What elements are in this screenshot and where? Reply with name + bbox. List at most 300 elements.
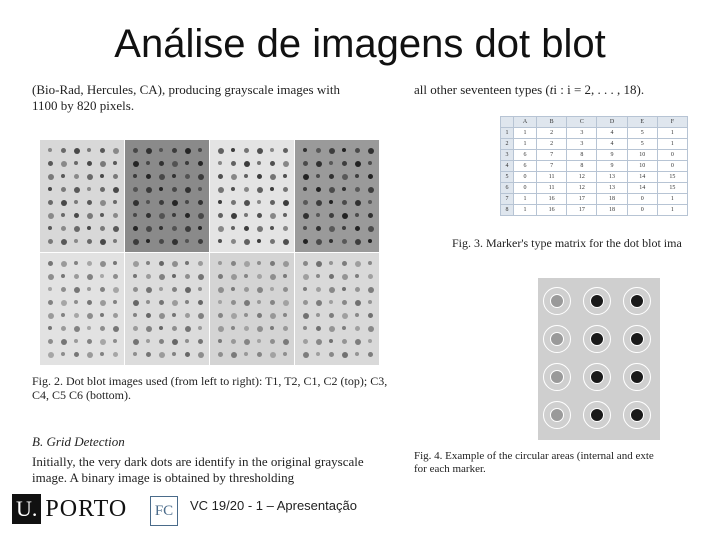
slide-footer: VC 19/20 - 1 – Apresentação [190, 498, 357, 513]
section-heading: B. Grid Detection [32, 434, 125, 449]
blot-dot [329, 213, 334, 218]
blot-dot [48, 239, 53, 244]
blot-dot [48, 274, 54, 280]
blot-dot [185, 213, 190, 218]
fig4-caption [414, 450, 720, 476]
blot-dot [257, 339, 261, 343]
blot-dot [159, 274, 165, 280]
dot-blot-panel [295, 140, 379, 252]
blot-dot [231, 313, 237, 319]
blot-dot [48, 174, 54, 180]
matrix-cell: 0 [657, 150, 687, 161]
blot-dot [100, 239, 106, 245]
matrix-header-cell: C [567, 117, 597, 128]
blot-dot [257, 200, 261, 204]
dot-blot-panel [125, 140, 209, 252]
blot-dot [303, 239, 308, 244]
blot-dot [159, 174, 165, 180]
matrix-cell: 1 [514, 128, 537, 139]
blot-dot [316, 226, 321, 231]
blot-dot [329, 300, 333, 304]
blot-dot [146, 274, 151, 279]
matrix-cell: 1 [514, 139, 537, 150]
matrix-cell: 5 [627, 128, 657, 139]
blot-dot [355, 287, 360, 292]
blot-dot [87, 213, 93, 219]
blot-dot [257, 148, 263, 154]
blot-dot [316, 261, 322, 267]
blot-dot [74, 274, 79, 279]
matrix-cell: 3 [567, 139, 597, 150]
blot-dot [172, 313, 176, 317]
blot-dot [329, 148, 335, 154]
blot-dot [257, 313, 262, 318]
blot-dot [283, 213, 287, 217]
blot-dot [61, 200, 67, 206]
blot-dot [198, 261, 203, 266]
blot-dot [185, 239, 189, 243]
blot-dot [172, 161, 178, 167]
blot-dot [303, 148, 307, 152]
blot-dot [270, 326, 274, 330]
blot-dot [283, 352, 287, 356]
blot-dot [368, 313, 373, 318]
matrix-cell: 0 [627, 194, 657, 205]
blot-dot [257, 213, 262, 218]
blot-dot [231, 148, 235, 152]
blot-dot [185, 326, 191, 332]
blot-dot [355, 326, 360, 331]
fc-logo: FC [150, 496, 178, 526]
blot-dot [244, 148, 249, 153]
matrix-cell: 14 [627, 183, 657, 194]
blot-dot [74, 326, 80, 332]
blot-dot [257, 187, 263, 193]
matrix-row [501, 172, 688, 183]
blot-dot [231, 326, 235, 330]
blot-dot [113, 174, 118, 179]
paper-right-line: all other seventeen types ( [414, 82, 550, 97]
blot-dot [355, 339, 361, 345]
blot-dot [270, 200, 275, 205]
blot-dot [113, 148, 119, 154]
blot-dot [198, 200, 203, 205]
paper-right-rest: i : i = 2, . . . , 18). [553, 82, 645, 97]
matrix-cell: 0 [627, 205, 657, 216]
matrix-cell: 13 [597, 183, 627, 194]
matrix-cell: 17 [567, 205, 597, 216]
blot-dot [283, 148, 288, 153]
blot-dot [61, 239, 67, 245]
blot-dot [87, 161, 92, 166]
blot-dot [303, 339, 308, 344]
blot-dot [368, 174, 373, 179]
blot-dot [100, 339, 106, 345]
blot-dot [113, 352, 118, 357]
blot-dot [100, 287, 105, 292]
blot-dot [61, 274, 65, 278]
blot-dot [48, 300, 53, 305]
blot-dot [87, 300, 92, 305]
blot-dot [74, 300, 78, 304]
blot-dot [244, 174, 248, 178]
blot-dot [355, 226, 360, 231]
blot-dot [270, 213, 276, 219]
blot-dot [257, 239, 261, 243]
blot-dot [342, 339, 347, 344]
circular-areas-photo [538, 278, 660, 440]
blot-dot [87, 326, 91, 330]
matrix-cell: 1 [657, 205, 687, 216]
matrix-cell: 7 [501, 194, 514, 205]
blot-dot [146, 313, 151, 318]
blot-dot [329, 287, 335, 293]
blot-dot [231, 261, 236, 266]
blot-dot [185, 274, 190, 279]
blot-dot [231, 187, 235, 191]
blot-dot [303, 187, 307, 191]
blot-dot [74, 148, 80, 154]
matrix-cell: 12 [567, 172, 597, 183]
blot-dot [218, 274, 223, 279]
blot-dot [218, 213, 223, 218]
blot-dot [146, 187, 152, 193]
blot-dot [172, 339, 178, 345]
blot-dot [218, 261, 222, 265]
blot-dot [133, 226, 138, 231]
matrix-header-cell: F [657, 117, 687, 128]
blot-dot [146, 261, 150, 265]
blot-dot [368, 300, 372, 304]
matrix-cell: 13 [597, 172, 627, 183]
blot-dot [48, 213, 54, 219]
blot-dot [133, 300, 139, 306]
blot-dot [100, 300, 106, 306]
blot-dot [244, 326, 249, 331]
blot-dot [172, 148, 177, 153]
matrix-cell: 2 [501, 139, 514, 150]
marker-dot [630, 370, 644, 384]
blot-dot [218, 200, 222, 204]
blot-dot [355, 239, 361, 245]
blot-dot [133, 200, 139, 206]
blot-dot [231, 287, 235, 291]
blot-dot [231, 161, 236, 166]
uporto-logo-u: U. [12, 494, 41, 524]
blot-dot [303, 274, 309, 280]
blot-dot [48, 326, 52, 330]
blot-dot [146, 239, 150, 243]
blot-dot [146, 287, 152, 293]
blot-dot [231, 174, 237, 180]
dot-blot-image-grid [40, 140, 380, 366]
dot-blot-panel [210, 140, 294, 252]
blot-dot [368, 274, 373, 279]
blot-dot [100, 213, 104, 217]
matrix-row [501, 161, 688, 172]
blot-dot [61, 352, 65, 356]
blot-dot [172, 352, 176, 356]
matrix-cell: 2 [537, 139, 567, 150]
blot-dot [329, 339, 333, 343]
blot-dot [100, 226, 105, 231]
blot-dot [87, 274, 93, 280]
blot-dot [133, 148, 138, 153]
blot-dot [342, 226, 346, 230]
blot-dot [257, 174, 262, 179]
blot-dot [342, 213, 348, 219]
blot-dot [244, 261, 250, 267]
blot-dot [218, 161, 222, 165]
blot-dot [355, 200, 361, 206]
matrix-cell: 8 [501, 205, 514, 216]
blot-dot [368, 239, 372, 243]
matrix-cell: 3 [501, 150, 514, 161]
blot-dot [218, 300, 222, 304]
blot-dot [133, 287, 138, 292]
matrix-header-cell: D [597, 117, 627, 128]
blot-dot [185, 287, 191, 293]
matrix-cell: 10 [627, 161, 657, 172]
marker-dot [550, 332, 564, 346]
blot-dot [74, 200, 78, 204]
paper-right-math: t [549, 82, 554, 97]
blot-dot [133, 274, 137, 278]
blot-dot [159, 352, 165, 358]
blot-dot [368, 226, 374, 232]
matrix-cell: 1 [657, 194, 687, 205]
blot-dot [146, 300, 150, 304]
matrix-cell: 11 [537, 183, 567, 194]
blot-dot [100, 326, 105, 331]
blot-dot [329, 274, 334, 279]
blot-dot [172, 200, 178, 206]
marker-dot [630, 294, 644, 308]
dot-blot-panel [295, 253, 379, 365]
blot-dot [329, 239, 333, 243]
matrix-row [501, 139, 688, 150]
blot-dot [231, 339, 236, 344]
blot-dot [257, 300, 261, 304]
blot-dot [74, 313, 79, 318]
blot-dot [133, 326, 138, 331]
dot-blot-panel [210, 253, 294, 365]
blot-dot [303, 226, 307, 230]
blot-dot [283, 287, 288, 292]
blot-dot [172, 226, 177, 231]
blot-dot [218, 352, 223, 357]
blot-dot [355, 174, 359, 178]
blot-dot [303, 287, 307, 291]
blot-dot [283, 326, 288, 331]
blot-dot [283, 274, 287, 278]
blot-dot [316, 339, 322, 345]
matrix-cell: 7 [537, 150, 567, 161]
blot-dot [316, 213, 320, 217]
paper-text-top-left [32, 82, 402, 114]
blot-dot [61, 148, 66, 153]
blot-dot [270, 339, 275, 344]
matrix-cell: 4 [597, 128, 627, 139]
blot-dot [87, 261, 92, 266]
blot-dot [244, 313, 248, 317]
blot-dot [283, 239, 289, 245]
blot-dot [61, 287, 66, 292]
blot-dot [355, 313, 359, 317]
blot-dot [198, 161, 203, 166]
blot-dot [355, 352, 359, 356]
blot-dot [172, 239, 178, 245]
blot-dot [368, 200, 372, 204]
matrix-cell: 10 [627, 150, 657, 161]
blot-dot [303, 161, 308, 166]
blot-dot [283, 187, 288, 192]
blot-dot [218, 148, 224, 154]
blot-dot [113, 187, 119, 193]
blot-dot [113, 161, 117, 165]
matrix-cell: 18 [597, 205, 627, 216]
blot-dot [198, 300, 203, 305]
blot-dot [172, 300, 178, 306]
blot-dot [329, 226, 335, 232]
slide-title: Análise de imagens dot blot [114, 22, 606, 66]
fig3-caption: Fig. 3. Marker's type matrix for the dot blot ima [452, 236, 682, 250]
blot-dot [316, 200, 322, 206]
blot-dot [198, 174, 204, 180]
blot-dot [342, 313, 348, 319]
blot-dot [368, 287, 374, 293]
blot-dot [113, 200, 117, 204]
blot-dot [113, 287, 119, 293]
blot-dot [244, 339, 250, 345]
blot-dot [218, 326, 224, 332]
blot-dot [283, 200, 289, 206]
matrix-cell: 1 [657, 128, 687, 139]
blot-dot [146, 326, 152, 332]
blot-dot [231, 226, 235, 230]
blot-dot [244, 161, 250, 167]
blot-dot [133, 239, 139, 245]
blot-dot [87, 174, 93, 180]
blot-dot [342, 326, 346, 330]
blot-dot [74, 213, 79, 218]
matrix-row [501, 150, 688, 161]
blot-dot [218, 339, 222, 343]
fig4-caption-line-2: for each marker. [414, 463, 486, 475]
blot-dot [172, 326, 177, 331]
grid-detection-paragraph: Initially, the very dark dots are identify in the original grayscale image. A binary image is obtained by thresholding [32, 454, 364, 485]
matrix-cell: 7 [537, 161, 567, 172]
blot-dot [198, 213, 204, 219]
blot-dot [270, 300, 275, 305]
blot-dot [244, 287, 249, 292]
paper-text-top-right [414, 82, 714, 98]
blot-dot [48, 226, 52, 230]
blot-dot [48, 261, 53, 266]
blot-dot [244, 239, 250, 245]
blot-dot [48, 161, 53, 166]
blot-dot [218, 287, 224, 293]
fig4-caption-line-1: Fig. 4. Example of the circular areas (internal and exte [414, 450, 654, 462]
matrix-cell: 6 [514, 150, 537, 161]
blot-dot [231, 352, 237, 358]
blot-dot [185, 187, 191, 193]
paper-line-2: 1100 by 820 pixels. [32, 98, 135, 113]
blot-dot [113, 261, 117, 265]
blot-dot [172, 187, 177, 192]
matrix-cell: 8 [567, 150, 597, 161]
blot-dot [355, 261, 361, 267]
fig2-caption: Fig. 2. Dot blot images used (from left to right): T1, T2, C1, C2 (top); C3, C4, C5 C6 (bottom). [32, 374, 388, 402]
blot-dot [87, 148, 91, 152]
matrix-cell: 5 [501, 172, 514, 183]
blot-dot [231, 239, 236, 244]
blot-dot [342, 187, 346, 191]
blot-dot [231, 213, 237, 219]
blot-dot [198, 339, 203, 344]
matrix-cell: 17 [567, 194, 597, 205]
blot-dot [198, 313, 204, 319]
dot-blot-panel [40, 253, 124, 365]
uporto-logo-text: PORTO [45, 495, 128, 522]
blot-dot [159, 239, 164, 244]
matrix-row [501, 128, 688, 139]
blot-dot [74, 339, 78, 343]
blot-dot [342, 300, 347, 305]
blot-dot [244, 352, 248, 356]
blot-dot [303, 174, 309, 180]
marker-dot [630, 408, 644, 422]
blot-dot [87, 239, 92, 244]
matrix-cell: 18 [597, 194, 627, 205]
blot-dot [133, 174, 137, 178]
blot-dot [218, 313, 223, 318]
blot-dot [100, 187, 105, 192]
paper-line-1: (Bio-Rad, Hercules, CA), producing grayscale images with [32, 82, 340, 97]
blot-dot [100, 352, 104, 356]
blot-dot [74, 161, 78, 165]
blot-dot [244, 200, 250, 206]
blot-dot [61, 161, 67, 167]
blot-dot [368, 352, 373, 357]
blot-dot [198, 352, 204, 358]
matrix-cell: 4 [597, 139, 627, 150]
blot-dot [303, 352, 309, 358]
blot-dot [172, 261, 178, 267]
blot-dot [368, 339, 372, 343]
blot-dot [368, 326, 374, 332]
blot-dot [355, 213, 359, 217]
blot-dot [74, 174, 79, 179]
blot-dot [270, 239, 275, 244]
blot-dot [303, 200, 308, 205]
matrix-cell: 0 [657, 161, 687, 172]
blot-dot [283, 226, 288, 231]
blot-dot [329, 187, 335, 193]
blot-dot [61, 187, 66, 192]
blot-dot [133, 339, 139, 345]
matrix-row [501, 183, 688, 194]
blot-dot [329, 313, 334, 318]
blot-dot [172, 274, 176, 278]
marker-dot [550, 294, 564, 308]
blot-dot [185, 300, 189, 304]
blot-dot [61, 226, 66, 231]
blot-dot [342, 352, 348, 358]
blot-dot [172, 287, 177, 292]
matrix-cell: 15 [657, 172, 687, 183]
marker-dot [590, 294, 604, 308]
